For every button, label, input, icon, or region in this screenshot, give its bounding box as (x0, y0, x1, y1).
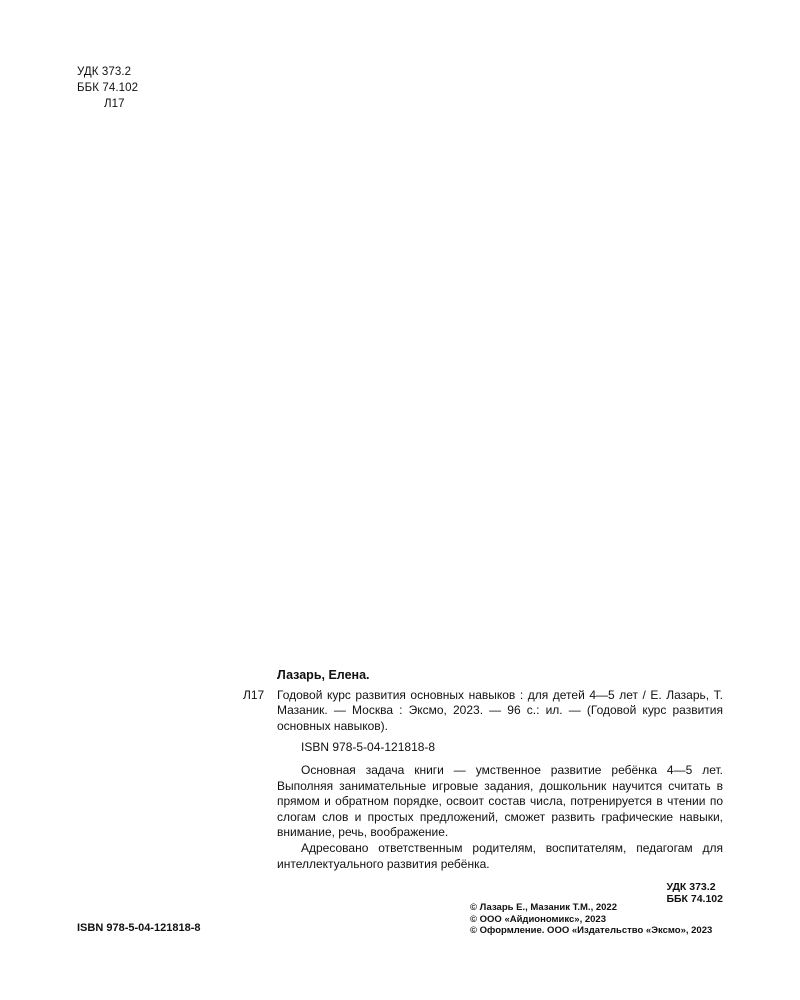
bibliographic-record (243, 668, 723, 905)
classification-block-top (77, 64, 138, 112)
copyright-line: © Оформление. ООО «Издательство «Эксмо», 2023 (470, 925, 713, 936)
udk-code-bottom: УДК 373.2 (666, 881, 716, 894)
bibliographic-description: Годовой курс развития основных навыков : для детей 4—5 лет / Е. Лазарь, Т. Мазаник. — Москва : Эксмо, 2023. — 96 с.: ил. — (Годовой курс развития основных навыков). (277, 687, 723, 733)
record-author-mark: Л17 (243, 687, 265, 702)
bbk-code-bottom: ББК 74.102 (666, 892, 723, 905)
record-isbn: ISBN 978-5-04-121818-8 (301, 740, 436, 755)
annotation-paragraph: Адресовано ответственным родителям, воспитателям, педагогам для интеллектуального развития ребёнка. (277, 840, 723, 871)
description-row (243, 688, 723, 735)
copyright-block (470, 902, 730, 937)
copyright-line: © ООО «Айдиономикс», 2023 (470, 913, 606, 925)
bbk-code: ББК 74.102 (77, 82, 139, 94)
author-heading: Лазарь, Елена. (277, 668, 370, 682)
annotation (277, 763, 723, 872)
annotation-paragraph: Основная задача книги — умственное развитие ребёнка 4—5 лет. Выполняя занимательные игровые задания, дошкольник научится считать в прямом и обратном порядке, освоит состав числа, потренируется в чтении по слогам слов и простых предложений, сможет развить графические навыки, внимание, речь, воображение. (277, 762, 723, 840)
author-mark: Л17 (104, 98, 125, 110)
footer-isbn: ISBN 978-5-04-121818-8 (77, 922, 201, 934)
udk-code: УДК 373.2 (77, 66, 132, 78)
copyright-line: © Лазарь Е., Мазаник Т.М., 2022 (470, 902, 617, 913)
